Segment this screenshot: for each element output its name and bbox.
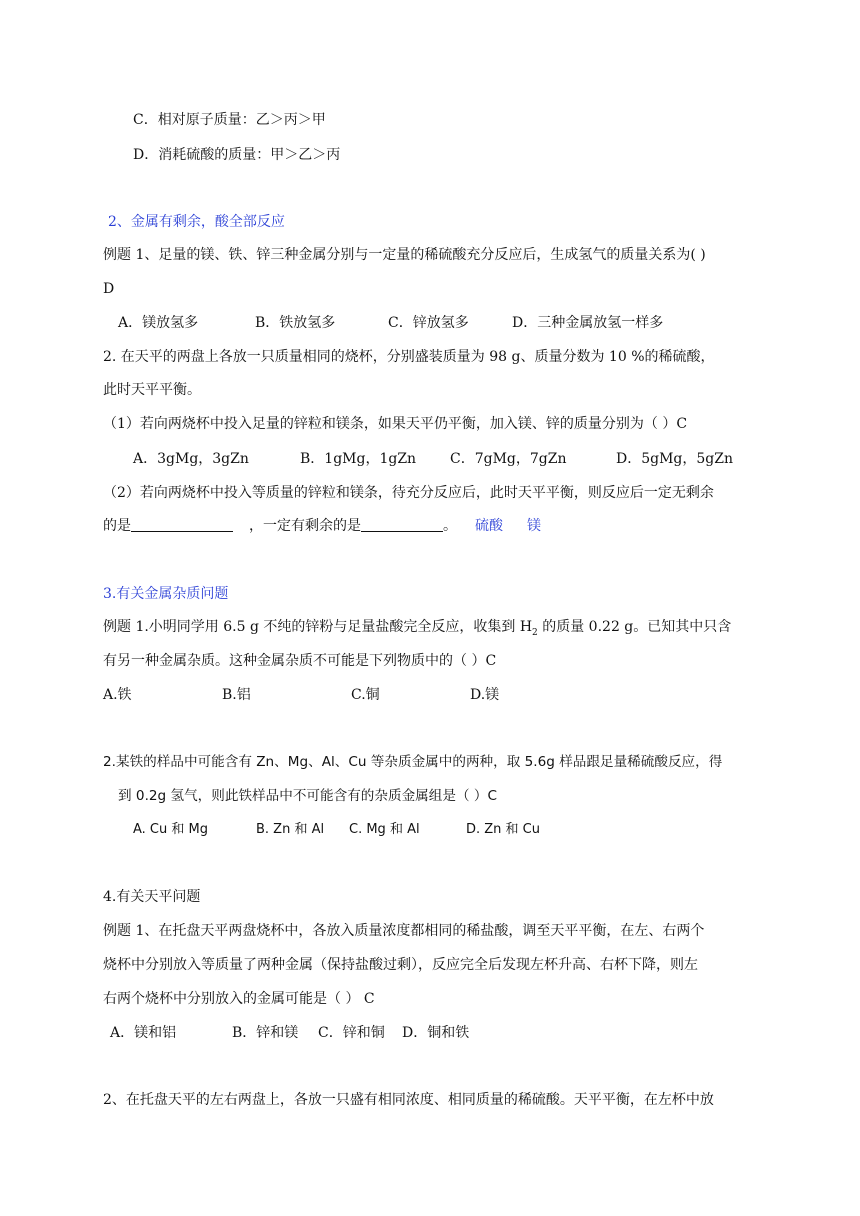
example-2-sub2-line2 [103, 517, 457, 535]
answer-blank-2 [361, 517, 443, 532]
h2-subscript: 2 [532, 627, 538, 638]
sub2-text-c: 。 [443, 518, 457, 534]
example-2-stem-line2: 此时天平平衡。 [103, 382, 201, 398]
option-c: C．相对原子质量：乙＞丙＞甲 [133, 112, 326, 128]
s4-ex1-option-c: C．锌和铜 [318, 1025, 385, 1041]
s4-example-2-line1: 2、在托盘天平的左右两盘上，各放一只盛有相同浓度、相同质量的稀硫酸。天平平衡，在左杯中放 [103, 1092, 714, 1108]
s3-example-1-line1 [103, 618, 731, 636]
section-heading-2: 2、金属有剩余，酸全部反应 [108, 214, 285, 230]
s3-ex1-option-c: C.铜 [351, 687, 380, 703]
answer-text-2: 镁 [527, 518, 541, 534]
example-1-option-c: C．锌放氢多 [388, 315, 469, 331]
example-1-option-d: D．三种金属放氢一样多 [512, 315, 664, 331]
section-heading-4: 4.有关天平问题 [103, 889, 201, 905]
answer-blank-1 [131, 517, 233, 532]
example-2-stem-line1: 2. 在天平的两盘上各放一只质量相同的烧杯，分别盛装质量为 98 g、质量分数为 10 %的稀硫酸， [103, 349, 715, 365]
s3-ex2-option-c: C. Mg 和 Al [349, 822, 420, 837]
example-2-sub2-line1: （2）若向两烧杯中投入等质量的锌粒和镁条，待充分反应后，此时天平平衡，则反应后一定无剩余 [103, 485, 714, 501]
example-1-option-b: B．铁放氢多 [255, 315, 336, 331]
s3-ex2-option-d: D. Zn 和 Cu [466, 822, 541, 837]
s4-example-1-line2: 烧杯中分别放入等质量了两种金属（保持盐酸过剩），反应完全后发现左杯升高、右杯下降，则左 [103, 957, 698, 973]
example-2-sub1: （1）若向两烧杯中投入足量的锌粒和镁条，如果天平仍平衡，加入镁、锌的质量分别为（ ）C [103, 416, 688, 432]
section-heading-3: 3.有关金属杂质问题 [103, 586, 229, 602]
s3-ex2-option-a: A. Cu 和 Mg [133, 822, 208, 837]
sub1-option-c: C．7gMg，7gZn [450, 451, 567, 467]
s3-ex1-option-b: B.铝 [222, 687, 251, 703]
option-d: D．消耗硫酸的质量：甲＞乙＞丙 [133, 147, 341, 163]
example-1-stem: 例题 1、足量的镁、铁、锌三种金属分别与一定量的稀硫酸充分反应后，生成氢气的质量关系为( ) [103, 247, 706, 263]
s4-ex1-option-a: A．镁和铝 [110, 1025, 177, 1041]
s3-ex2-option-b: B. Zn 和 Al [256, 822, 325, 837]
sub1-option-b: B．1gMg，1gZn [300, 451, 417, 467]
s4-ex1-option-b: B．锌和镁 [232, 1025, 299, 1041]
answer-text-1: 硫酸 [475, 518, 503, 534]
example-1-answer: D [103, 281, 115, 297]
sub2-text-a: 的是 [103, 518, 131, 534]
sub2-text-b: ，一定有剩余的是 [249, 518, 361, 534]
s4-example-1-line3: 右两个烧杯中分别放入的金属可能是（ ） C [103, 991, 375, 1007]
s3-ex1-option-d: D.镁 [470, 687, 500, 703]
s4-ex1-option-d: D．铜和铁 [402, 1025, 470, 1041]
s3-ex1-text-b: 的质量 0.22 g。已知其中只含 [537, 619, 732, 635]
s3-example-1-line2: 有另一种金属杂质。这种金属杂质不可能是下列物质中的（ ）C [103, 653, 497, 669]
s3-example-2-line2: 到 0.2g 氢气，则此铁样品中不可能含有的杂质金属组是（ ）C [118, 788, 497, 804]
s3-ex1-option-a: A.铁 [103, 687, 132, 703]
sub1-option-a: A．3gMg，3gZn [133, 451, 249, 467]
sub1-option-d: D．5gMg，5gZn [616, 451, 734, 467]
example-1-option-a: A．镁放氢多 [118, 315, 199, 331]
s3-ex1-text-a: 例题 1.小明同学用 6.5 g 不纯的锌粉与足量盐酸完全反应，收集到 H [103, 619, 533, 635]
s3-example-2-line1: 2.某铁的样品中可能含有 Zn、Mg、Al、Cu 等杂质金属中的两种，取 5.6g 样品跟足量稀硫酸反应，得 [103, 754, 723, 770]
s4-example-1-line1: 例题 1、在托盘天平两盘烧杯中，各放入质量浓度都相同的稀盐酸，调至天平平衡，在左、右两个 [103, 923, 705, 939]
